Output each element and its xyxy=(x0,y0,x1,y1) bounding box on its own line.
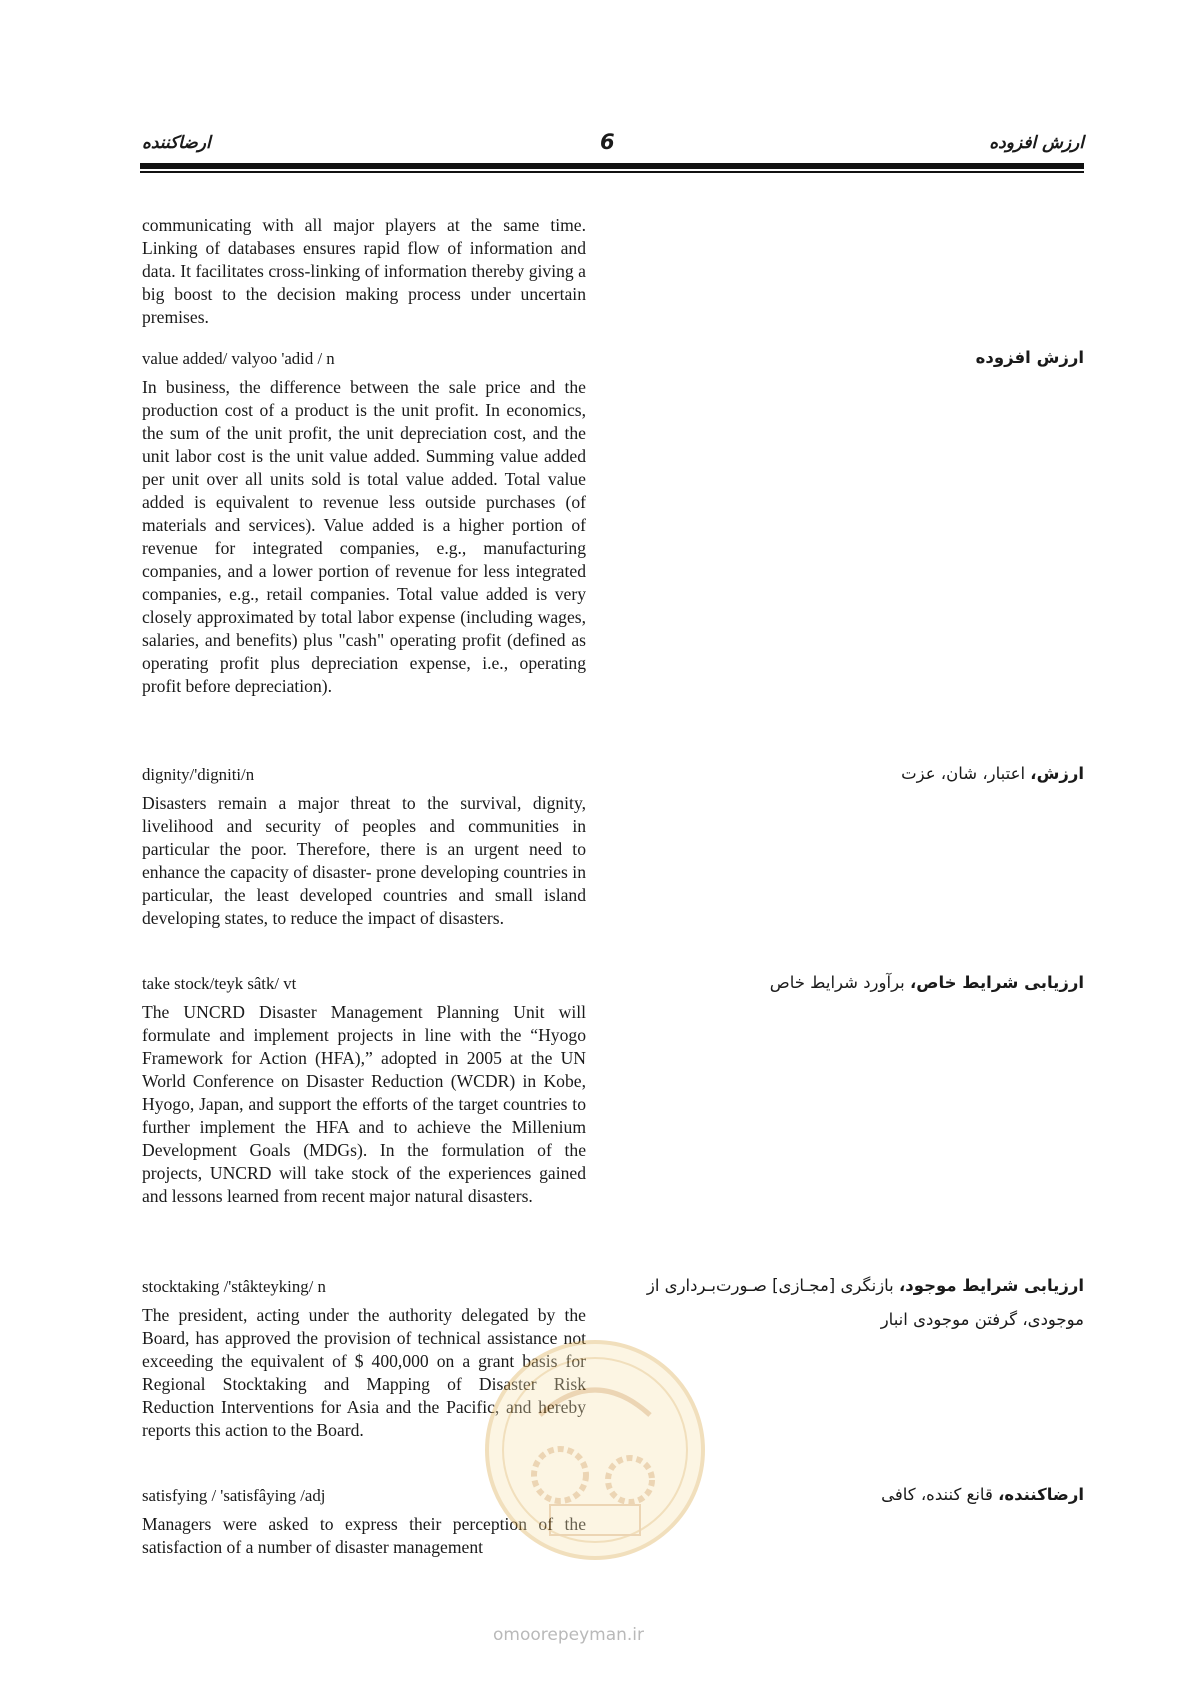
entry-persian-headword: ارزش، xyxy=(1030,764,1084,783)
entry-persian xyxy=(614,1269,1084,1337)
page-header xyxy=(0,0,1191,180)
entry-persian-gloss: برآورد شرایط خاص xyxy=(769,973,911,992)
entry-definition xyxy=(142,792,586,930)
entry-persian-headword: ارزش افزوده xyxy=(975,348,1084,367)
entry-persian xyxy=(881,1478,1084,1512)
entry-definition-text: The president, acting under the authority delegated by the Board, has approved the provision of technical assistance not exceeding the equivalent of $ 400,000 on a grant basis for Regional Stocktaking and Mapping of Disaster Risk Reduction Interventions for Asia and the Pacific, and hereby reports this action to the Board. xyxy=(142,1305,586,1440)
entry-term: satisfying / 'satisfâying /adj xyxy=(142,1486,326,1505)
entry-persian xyxy=(901,757,1084,791)
page-number: 6 xyxy=(600,130,615,154)
entry-persian-gloss: بازنگری [مجـازی] صـورت‌بـرداری از موجودی، گرفتن موجودی انبار xyxy=(646,1276,1084,1329)
entry-term: dignity/'digniti/n xyxy=(142,765,255,784)
entry-term: take stock/teyk sâtk/ vt xyxy=(142,974,297,993)
entry-persian-gloss: اعتبار، شان، عزت xyxy=(901,764,1031,783)
entry-definition xyxy=(142,1001,586,1208)
entry-definition xyxy=(142,376,586,698)
entry-definition-text: Disasters remain a major threat to the survival, dignity, livelihood and security of peoples and communities in particular the poor. Therefore, there is an urgent need to enhance the capacity of disaster- prone developing countries in particular, the least developed countries and small island developing states, to reduce the impact of disasters. xyxy=(142,793,586,928)
entry-persian-headword: ارضاکننده، xyxy=(998,1485,1084,1504)
entry-definition-text: The UNCRD Disaster Management Planning Unit will formulate and implement projects in line with the “Hyogo Framework for Action (HFA),” adopted in 2005 at the UN World Conference on Disaster Reduction (WCDR) in Kobe, Hyogo, Japan, and support the efforts of the target countries to further implement the HFA and to achieve the Millenium Development Goals (MDGs). In the formulation of the projects, UNCRD will take stock of the experiences gained and lessons learned from recent major natural disasters. xyxy=(142,1002,586,1206)
header-left-title: ارضاکننده xyxy=(142,133,211,153)
header-rule-thick xyxy=(140,163,1084,169)
intro-text: communicating with all major players at the same time. Linking of databases ensures rapid flow of information and data. It facilitates cross-linking of information thereby giving a big boost to the decision making process under uncertain premises. xyxy=(142,215,586,327)
entry-persian-gloss: قانع کننده، کافی xyxy=(881,1485,999,1504)
entry-persian-headword: ارزیابی شرایط خاص، xyxy=(910,973,1084,992)
header-right-title: ارزش افزوده xyxy=(989,133,1084,153)
watermark-site-text: omoorepeyman.ir xyxy=(493,1625,645,1645)
watermark-seal-icon xyxy=(480,1335,710,1565)
intro-paragraph xyxy=(142,214,586,329)
header-rule-thin xyxy=(140,171,1084,173)
entry-term: value added/ valyoo 'adid / n xyxy=(142,349,335,368)
entry-persian xyxy=(976,341,1084,375)
entry-definition-text: Managers were asked to express their perception of the satisfaction of a number of disaster management xyxy=(142,1514,586,1557)
entry-definition-text: In business, the difference between the sale price and the production cost of a product is the unit profit. In economics, the sum of the unit profit, the unit depreciation cost, and the unit labor cost is the unit value added. Summing value added per unit over all units sold is total value added. Total value added is equivalent to revenue less outside purchases (of materials and services). Value added is a higher portion of revenue for integrated companies, e.g., manufacturing companies, and a lower portion of revenue for less integrated companies, e.g., retail companies. Total value added is very closely approximated by total labor expense (including wages, salaries, and benefits) plus "cash" operating profit (defined as operating profit plus depreciation expense, i.e., operating profit before depreciation). xyxy=(142,377,586,696)
entry-persian xyxy=(770,966,1084,1000)
entry-persian-headword: ارزیابی شرایط موجود، xyxy=(899,1276,1084,1295)
entry-term: stocktaking /'stâkteyking/ n xyxy=(142,1277,326,1296)
